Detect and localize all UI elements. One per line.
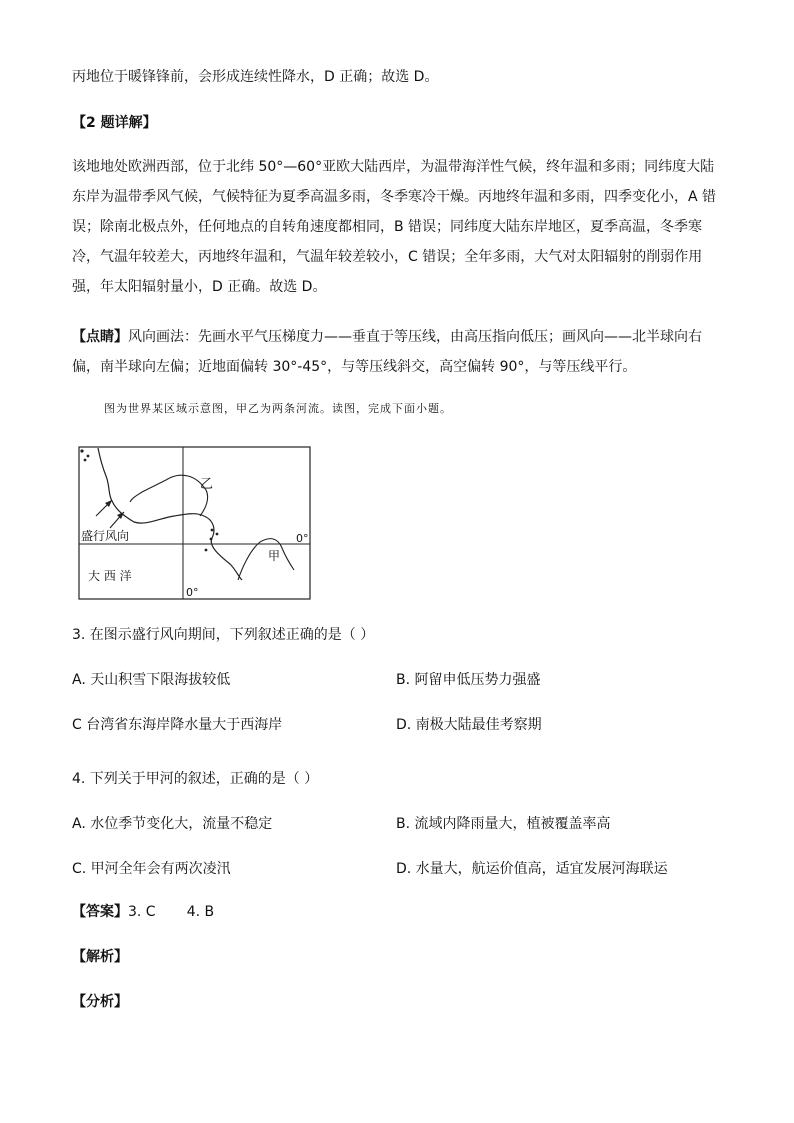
- question-3-option-b: B. 阿留申低压势力强盛: [396, 672, 541, 688]
- island: [84, 459, 87, 462]
- island: [80, 449, 83, 452]
- section-2-heading: 【2 题详解】: [72, 115, 157, 131]
- fenxi-label: 【分析】: [72, 994, 128, 1010]
- paragraph-1: 丙地位于暖锋锋前，会形成连续性降水，D 正确；故选 D。: [72, 69, 439, 85]
- question-4-stem: 4. 下列关于甲河的叙述，正确的是（ ）: [72, 771, 319, 787]
- tip-paragraph: [72, 322, 722, 382]
- island: [210, 538, 213, 541]
- region-map: [78, 446, 312, 601]
- question-4-option-d: D. 水量大，航运价值高，适宜发展河海联运: [396, 861, 668, 877]
- island: [216, 533, 219, 536]
- tip-label: 【点睛】: [72, 329, 128, 345]
- label-jia: 甲: [268, 549, 281, 563]
- question-3-option-c: C 台湾省东海岸降水量大于西海岸: [72, 717, 283, 733]
- question-3-option-a: A. 天山积雪下限海拔较低: [72, 672, 231, 688]
- figure-caption: 图为世界某区域示意图，甲乙为两条河流。读图，完成下面小题。: [104, 402, 452, 415]
- question-4-option-c: C. 甲河全年会有两次凌汛: [72, 861, 231, 877]
- island: [205, 549, 208, 552]
- label-prevailing-wind: 盛行风向: [81, 529, 130, 543]
- paragraph-2: 该地地处欧洲西部，位于北纬 50°—60°亚欧大陆西岸，为温带海洋性气候，终年温和多雨；同纬度大陆东岸为温带季风气候，气候特征为夏季高温多雨，冬季寒冷干燥。丙地终年温和多雨，四季变化小，A 错误；除南北极点外，任何地点的自转角速度都相同，B 错误；同纬度大陆东岸地区，夏季高温，冬季寒冷，气温年较差大，丙地终年温和，气温年较差较小，C 错误；全年多雨，大气对太阳辐射的削弱作用强，年太阳辐射量小，D 正确。故选 D。: [72, 159, 717, 295]
- question-4-option-a: A. 水位季节变化大，流量不稳定: [72, 816, 273, 832]
- answer-text: 3. C 4. B: [128, 904, 215, 920]
- answer-label: 【答案】: [72, 904, 128, 920]
- question-3-stem: 3. 在图示盛行风向期间，下列叙述正确的是（ ）: [72, 627, 375, 643]
- island: [87, 455, 90, 458]
- analysis-label: 【解析】: [72, 949, 128, 965]
- label-yi: 乙: [200, 477, 214, 492]
- label-meridian-0: 0°: [186, 586, 199, 599]
- tip-text: 风向画法：先画水平气压梯度力——垂直于等压线，由高压指向低压；画风向——北半球向右偏，南半球向左偏；近地面偏转 30°-45°，与等压线斜交，高空偏转 90°，与等压线平行。: [72, 329, 702, 375]
- label-atlantic-ocean: 大 西 洋: [88, 569, 132, 583]
- question-3-option-d: D. 南极大陆最佳考察期: [396, 717, 542, 733]
- question-4-option-b: B. 流域内降雨量大，植被覆盖率高: [396, 816, 611, 832]
- island: [211, 529, 214, 532]
- answer-line: [72, 902, 214, 922]
- label-equator-0: 0°: [296, 532, 309, 545]
